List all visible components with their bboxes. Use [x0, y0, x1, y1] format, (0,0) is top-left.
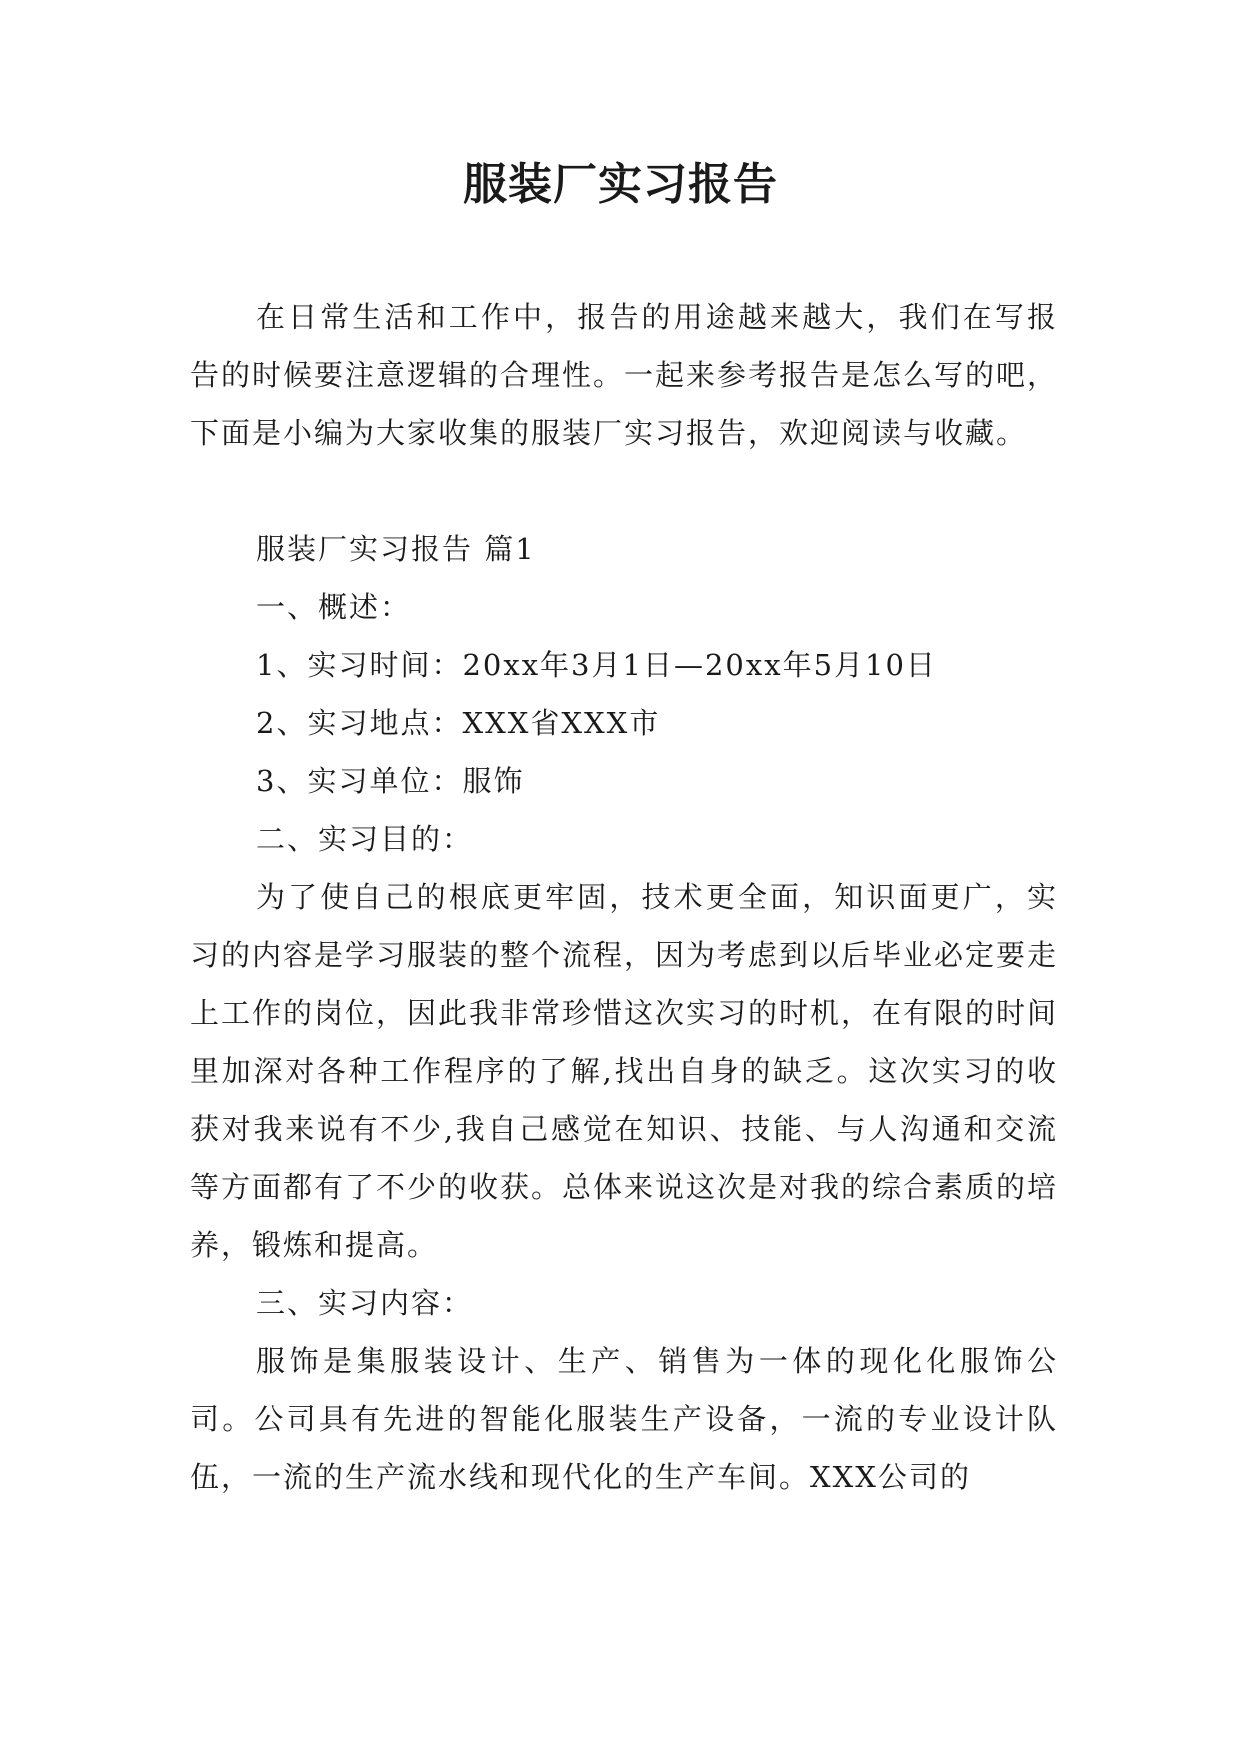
paragraph-gap [190, 462, 1058, 520]
document-title: 服装厂实习报告 [463, 159, 778, 210]
document-body [190, 288, 1058, 1506]
item-place: 2、实习地点：XXX省XXX市 [256, 706, 661, 740]
item-time: 1、实习时间：20xx年3月1日—20xx年5月10日 [256, 648, 937, 682]
purpose-heading: 二、实习目的： [256, 822, 474, 856]
content-heading: 三、实习内容： [256, 1286, 474, 1320]
content-paragraph: 服饰是集服装设计、生产、销售为一体的现化化服饰公司。公司具有先进的智能化服装生产设备，一流的专业设计队伍，一流的生产流水线和现代化的生产车间。XXX公司的 [190, 1344, 1058, 1494]
intro-paragraph: 在日常生活和工作中，报告的用途越来越大，我们在写报告的时候要注意逻辑的合理性。一起来参考报告是怎么写的吧，下面是小编为大家收集的服装厂实习报告，欢迎阅读与收藏。 [190, 300, 1059, 450]
section-heading: 服装厂实习报告 篇1 [256, 532, 536, 566]
item-unit: 3、实习单位：服饰 [256, 764, 525, 798]
purpose-paragraph: 为了使自己的根底更牢固，技术更全面，知识面更广，实习的内容是学习服装的整个流程，因为考虑到以后毕业必定要走上工作的岗位，因此我非常珍惜这次实习的时机，在有限的时间里加深对各种工作程序的了解,找出自身的缺乏。这次实习的收获对我来说有不少,我自己感觉在知识、技能、与人沟通和交流等方面都有了不少的收获。总体来说这次是对我的综合素质的培养，锻炼和提高。 [190, 880, 1059, 1262]
overview-heading: 一、概述： [256, 590, 412, 624]
